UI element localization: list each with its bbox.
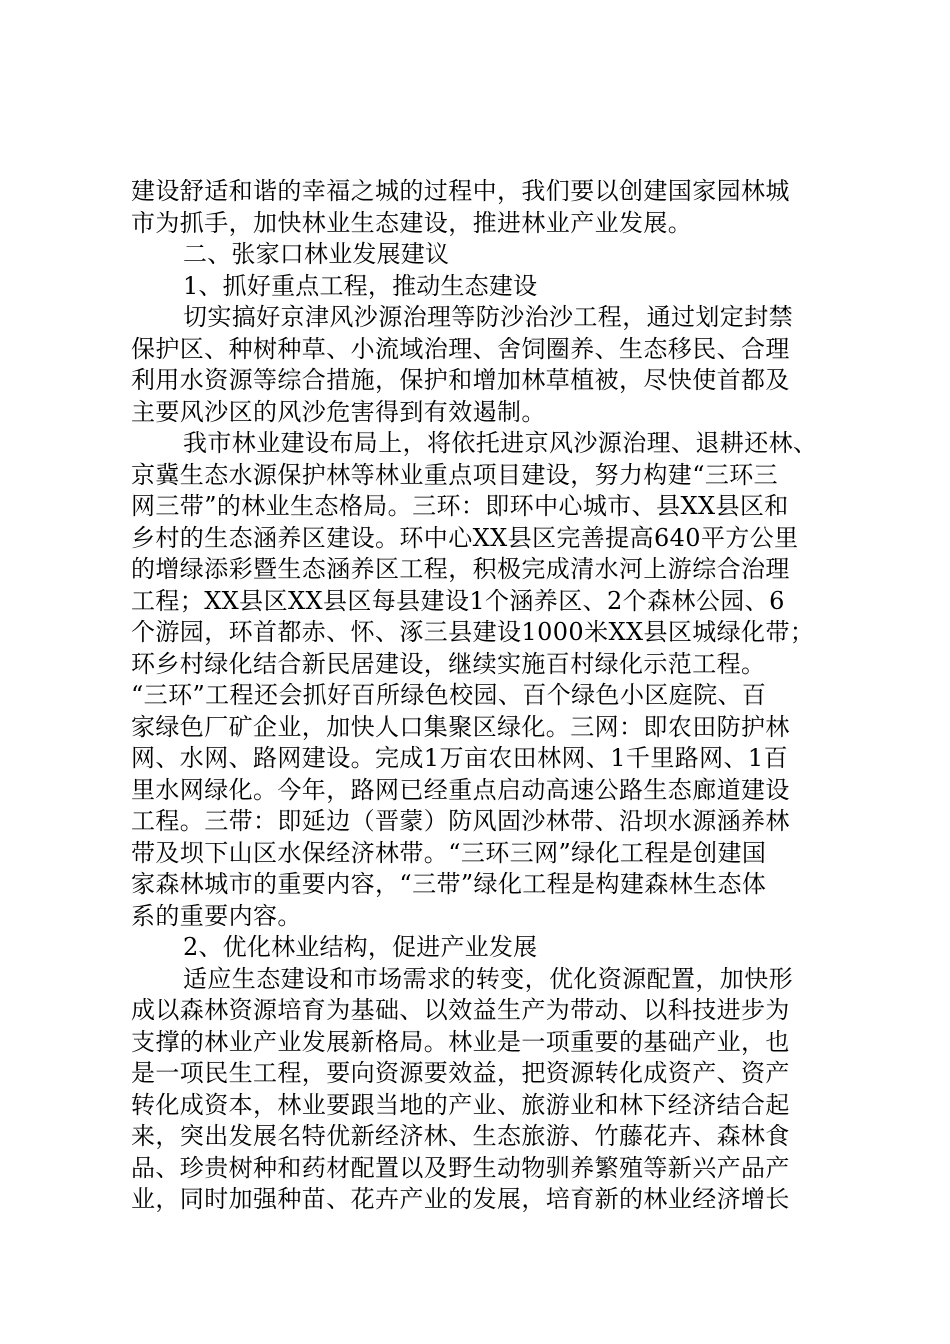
text-line: 带及坝下山区水保经济林带。“三环三网”绿化工程是创建国 [131, 838, 767, 867]
paragraph-first-line: 切实搞好京津风沙源治理等防沙治沙工程，通过划定封禁 [183, 303, 793, 331]
text-line: 支撑的林业产业发展新格局。林业是一项重要的基础产业，也 [131, 1027, 790, 1056]
text-line: 家绿色厂矿企业，加快人口集聚区绿化。三网：即农田防护林 [131, 712, 790, 741]
text-line: 建设舒适和谐的幸福之城的过程中，我们要以创建国家园林城 [131, 177, 790, 205]
text-line: 主要风沙区的风沙危害得到有效遏制。 [131, 397, 546, 426]
text-line: 成以森林资源培育为基础、以效益生产为带动、以科技进步为 [131, 996, 790, 1024]
document-body [131, 176, 821, 1216]
text-line: 市为抓手，加快林业生态建设，推进林业产业发展。 [131, 208, 693, 237]
text-line: 的增绿添彩暨生态涵养区工程，积极完成清水河上游综合治理 [131, 555, 790, 583]
text-line: 京冀生态水源保护林等林业重点项目建设，努力构建“三环三 [131, 460, 779, 489]
text-line: “三环”工程还会抓好百所绿色校园、百个绿色小区庭院、百 [131, 681, 767, 709]
subsection-heading: 1、抓好重点工程，推动生态建设 [183, 271, 538, 300]
paragraph-first-line: 我市林业建设布局上，将依托进京风沙源治理、退耕还林、 [183, 429, 818, 457]
text-line: 家森林城市的重要内容，“三带”绿化工程是构建森林生态体 [131, 870, 767, 898]
text-line: 利用水资源等综合措施，保护和增加林草植被，尽快使首都及 [131, 366, 790, 394]
text-line: 乡村的生态涵养区建设。环中心XX县区完善提高640平方公里 [131, 523, 799, 552]
paragraph-first-line: 适应生态建设和市场需求的转变，优化资源配置，加快形 [183, 964, 793, 993]
text-line: 品、珍贵树种和药材配置以及野生动物驯养繁殖等新兴产品产 [131, 1153, 790, 1182]
subsection-heading: 2、优化林业结构，促进产业发展 [183, 933, 538, 961]
text-line: 系的重要内容。 [131, 901, 302, 930]
section-heading: 二、张家口林业发展建议 [183, 240, 450, 268]
text-line: 保护区、种树种草、小流域治理、舍饲圈养、生态移民、合理 [131, 334, 790, 363]
text-line: 工程；XX县区XX县区每县建设1个涵养区、2个森林公园、6 [131, 586, 785, 615]
text-line: 是一项民生工程，要向资源要效益，把资源转化成资产、资产 [131, 1059, 790, 1087]
text-line: 环乡村绿化结合新民居建设，继续实施百村绿化示范工程。 [131, 649, 766, 678]
text-line: 来，突出发展名特优新经济林、生态旅游、竹藤花卉、森林食 [131, 1122, 790, 1150]
text-line: 工程。三带：即延边（晋蒙）防风固沙林带、沿坝水源涵养林 [131, 807, 790, 835]
text-line: 业，同时加强种苗、花卉产业的发展，培育新的林业经济增长 [131, 1185, 790, 1213]
text-line: 转化成资本，林业要跟当地的产业、旅游业和林下经济结合起 [131, 1090, 790, 1119]
text-line: 网、水网、路网建设。完成1万亩农田林网、1千里路网、1百 [131, 744, 789, 772]
text-line: 网三带”的林业生态格局。三环：即环中心城市、县XX县区和 [131, 492, 789, 520]
text-line: 里水网绿化。今年，路网已经重点启动高速公路生态廊道建设 [131, 775, 790, 804]
text-line: 个游园，环首都赤、怀、涿三县建设1000米XX县区城绿化带； [131, 618, 815, 646]
